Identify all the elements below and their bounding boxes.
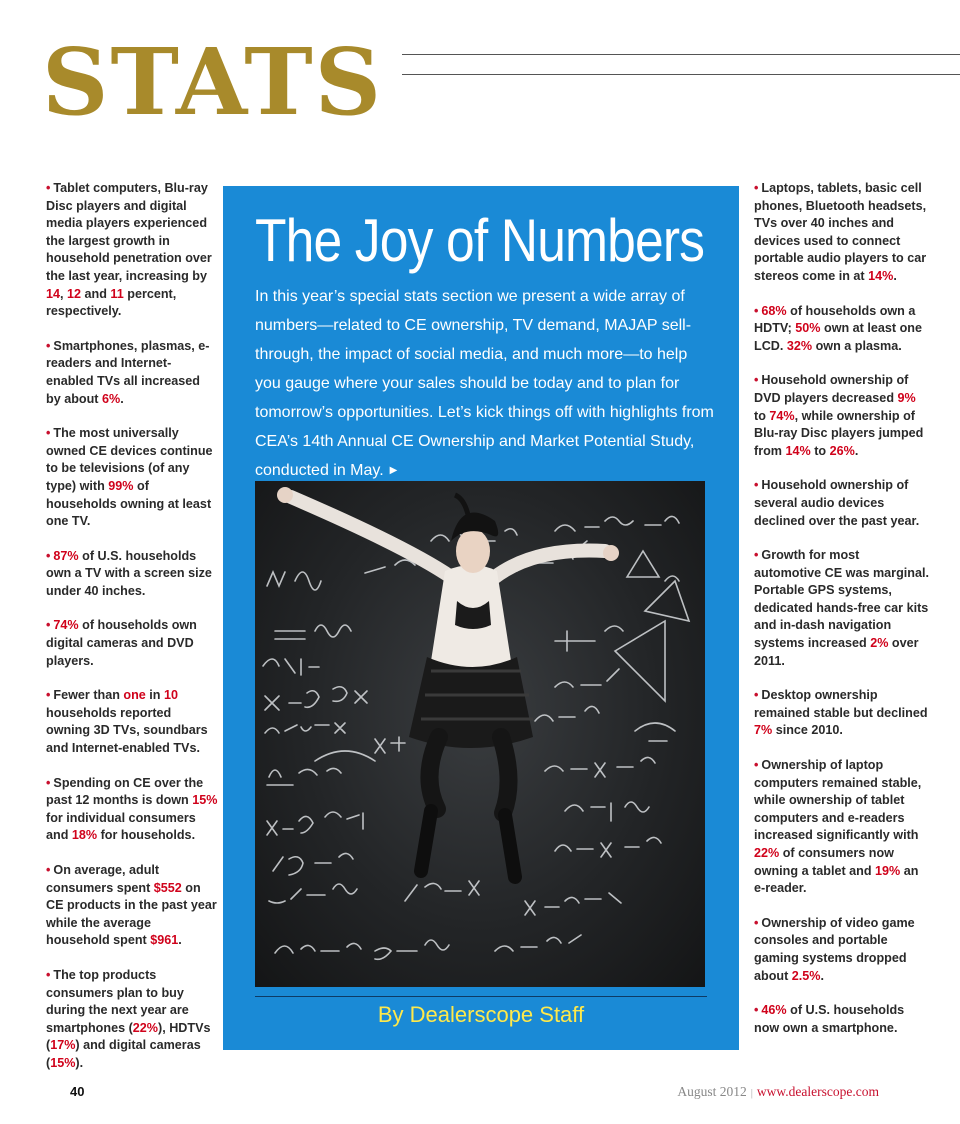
stat-highlight: 12 <box>67 286 82 301</box>
stat-text: for individual consumers and <box>46 810 196 843</box>
stat-highlight: 99% <box>108 478 134 493</box>
page-number: 40 <box>70 1084 85 1099</box>
stat-text: . <box>178 933 182 948</box>
stat-bullet <box>754 1002 930 1037</box>
stat-bullet <box>754 303 930 356</box>
byline: By Dealerscope Staff <box>377 1002 585 1027</box>
stat-text: for households. <box>97 828 196 843</box>
feature-intro-text: In this year’s special stats section we present a wide array of numbers—related to CE ownership, TV demand, MAJAP sell-through, the impact of social media, and much more—to help you gauge where your sales should be today and to plan for tomorrow’s opportunities. Let’s kick things off with highlights from CEA’s 14th Annual CE Ownership and Market Potential Study, conducted in May. <box>255 288 714 479</box>
stat-highlight: 26% <box>829 443 855 458</box>
stat-text: of households own digital cameras and DVD players. <box>46 618 197 668</box>
stat-text: Desktop ownership remained stable but declined <box>754 688 928 720</box>
bullet-dot-icon: • <box>46 548 51 563</box>
bullet-dot-icon: • <box>46 688 51 703</box>
stat-text: of households owning at least one TV. <box>46 478 212 529</box>
stat-highlight: 10 <box>164 688 179 703</box>
stat-highlight: 17% <box>50 1038 76 1053</box>
stat-highlight: 46% <box>761 1003 787 1018</box>
stat-highlight: 7% <box>754 723 773 738</box>
stat-highlight: $552 <box>153 880 182 895</box>
stat-text: . <box>120 391 124 406</box>
stat-bullet <box>754 477 930 530</box>
bullet-dot-icon: • <box>46 967 51 982</box>
stat-highlight: 14% <box>868 268 894 283</box>
stat-highlight: 14 <box>46 286 61 301</box>
stat-text: Spending on CE over the past 12 months is down <box>46 775 204 808</box>
footer-separator: | <box>750 1087 753 1099</box>
byline-rule <box>255 996 707 997</box>
left-stats-column <box>46 180 218 1090</box>
stat-text: Smartphones, plasmas, e-readers and Internet-enabled TVs all increased by about <box>46 338 210 406</box>
continue-arrow-icon: ▶ <box>389 465 398 476</box>
stat-highlight: 2.5% <box>791 968 821 983</box>
stat-text: The most universally owned CE devices continue to be televisions (of any type) with <box>46 426 213 493</box>
stat-bullet <box>754 915 930 985</box>
stat-text: The top products consumers plan to buy during the next year are smartphones ( <box>46 967 189 1035</box>
bullet-dot-icon: • <box>754 548 759 563</box>
stat-bullet <box>46 862 218 950</box>
header-rule-top <box>402 54 960 55</box>
stat-highlight: 18% <box>71 828 98 843</box>
bullet-dot-icon: • <box>754 1003 759 1018</box>
stat-text: of U.S. households own a TV with a screen size under 40 inches. <box>46 548 212 598</box>
stat-highlight: 68% <box>761 303 787 318</box>
stat-text: households reported owning 3D TVs, soundbars and Internet-enabled TVs. <box>46 705 208 756</box>
issue-date: August 2012 <box>677 1084 747 1099</box>
stat-text: Ownership of video game consoles and portable gaming systems dropped about <box>754 915 915 983</box>
bullet-dot-icon: • <box>754 915 759 930</box>
bullet-dot-icon: • <box>754 181 759 195</box>
stat-highlight: 74% <box>53 618 79 633</box>
stat-highlight: 87% <box>53 548 79 563</box>
stat-highlight: 6% <box>101 391 121 406</box>
bullet-dot-icon: • <box>46 181 51 195</box>
stat-text: of households own a HDTV; <box>754 303 916 336</box>
stat-text: Growth for most automotive CE was marginal. Portable GPS systems, dedicated hands-free car kits and in-dash navigation systems increased <box>754 548 929 651</box>
stat-highlight: 9% <box>897 390 916 405</box>
stat-text: Ownership of laptop computers remained stable, while ownership of tablet computers and e-readers increased significantly with <box>754 758 922 843</box>
stat-highlight: 50% <box>795 321 821 336</box>
stat-highlight: 32% <box>786 338 813 353</box>
feature-photo <box>255 481 705 987</box>
stat-bullet <box>46 548 218 601</box>
feature-headline: The Joy of Numbers <box>255 207 705 274</box>
stat-text: since 2010. <box>772 723 843 738</box>
stat-text: of consumers now owning a tablet and <box>754 846 894 878</box>
stat-highlight: 19% <box>875 863 901 878</box>
stat-text: Fewer than <box>53 688 124 703</box>
stat-bullet <box>46 687 218 757</box>
chalkboard-jumping-woman-image <box>255 481 705 987</box>
bullet-dot-icon: • <box>46 338 51 353</box>
stat-bullet <box>46 338 218 408</box>
bullet-dot-icon: • <box>754 303 759 318</box>
bullet-dot-icon: • <box>754 688 759 703</box>
section-title: STATS <box>42 28 384 136</box>
stat-text: to <box>754 408 770 423</box>
stat-text: ). <box>75 1055 84 1070</box>
bullet-dot-icon: • <box>46 618 51 633</box>
stat-bullet <box>46 967 218 1073</box>
stat-text: ), HDTVs ( <box>46 1020 211 1053</box>
stat-bullet <box>754 180 930 286</box>
bullet-dot-icon: • <box>754 478 759 493</box>
stat-text: an e-reader. <box>754 863 919 896</box>
stat-text: on CE products in the past year while the average household spent <box>46 880 217 948</box>
website-link[interactable]: www.dealerscope.com <box>756 1084 879 1099</box>
stat-bullet <box>46 180 218 321</box>
stat-bullet <box>754 372 930 460</box>
feature-intro <box>255 282 717 485</box>
stat-text: and <box>81 286 111 301</box>
stat-highlight: 11 <box>110 286 124 301</box>
stat-text: On average, adult consumers spent <box>46 863 160 895</box>
stat-text: . <box>854 443 859 458</box>
stat-text: percent, respectively. <box>46 286 177 319</box>
stat-text: , <box>60 286 68 301</box>
feature-panel <box>223 186 739 1050</box>
stat-bullet <box>46 775 218 845</box>
bullet-dot-icon: • <box>46 775 51 790</box>
stat-highlight: 2% <box>870 636 889 651</box>
stat-bullet <box>46 617 218 670</box>
bullet-dot-icon: • <box>754 758 759 773</box>
stat-text: Household ownership of DVD players decreased <box>754 373 909 405</box>
stat-text: own a plasma. <box>812 338 902 353</box>
stat-bullet <box>46 425 218 531</box>
bullet-dot-icon: • <box>46 426 51 441</box>
header-rule-bottom <box>402 74 960 75</box>
stat-text: to <box>810 443 830 458</box>
stat-text: . <box>893 268 897 283</box>
footer-issue-info <box>620 1084 879 1100</box>
bullet-dot-icon: • <box>754 373 759 388</box>
bullet-dot-icon: • <box>46 863 51 877</box>
stat-text: . <box>820 968 824 983</box>
stat-highlight: one <box>123 688 146 703</box>
stat-bullet <box>754 757 930 898</box>
stat-highlight: $961 <box>150 933 179 948</box>
stat-text: , while ownership of Blu-ray Disc players jumped from <box>754 408 924 458</box>
stat-text: over 2011. <box>754 636 919 668</box>
stat-text: ) and digital cameras ( <box>46 1038 201 1070</box>
stat-text: Household ownership of several audio devices declined over the past year. <box>754 478 920 528</box>
right-stats-column <box>754 180 930 1054</box>
stat-bullet <box>754 547 930 670</box>
stat-highlight: 74% <box>769 408 795 423</box>
stat-highlight: 15% <box>50 1055 76 1070</box>
stat-text: in <box>145 688 164 703</box>
stat-highlight: 15% <box>192 793 218 808</box>
stat-text: own at least one LCD. <box>754 321 922 353</box>
stat-highlight: 14% <box>785 443 811 458</box>
stat-highlight: 22% <box>754 846 780 860</box>
stat-text: of U.S. households now own a smartphone. <box>754 1003 905 1035</box>
stat-text: Tablet computers, Blu-ray Disc players and digital media players experienced the largest growth in household penetration over the last year, increasing by <box>46 181 212 283</box>
stat-text: Laptops, tablets, basic cell phones, Bluetooth headsets, TVs over 40 inches and devices used to connect portable audio players to car stereos come in at <box>754 181 927 283</box>
stat-bullet <box>754 687 930 740</box>
stat-highlight: 22% <box>132 1020 158 1035</box>
